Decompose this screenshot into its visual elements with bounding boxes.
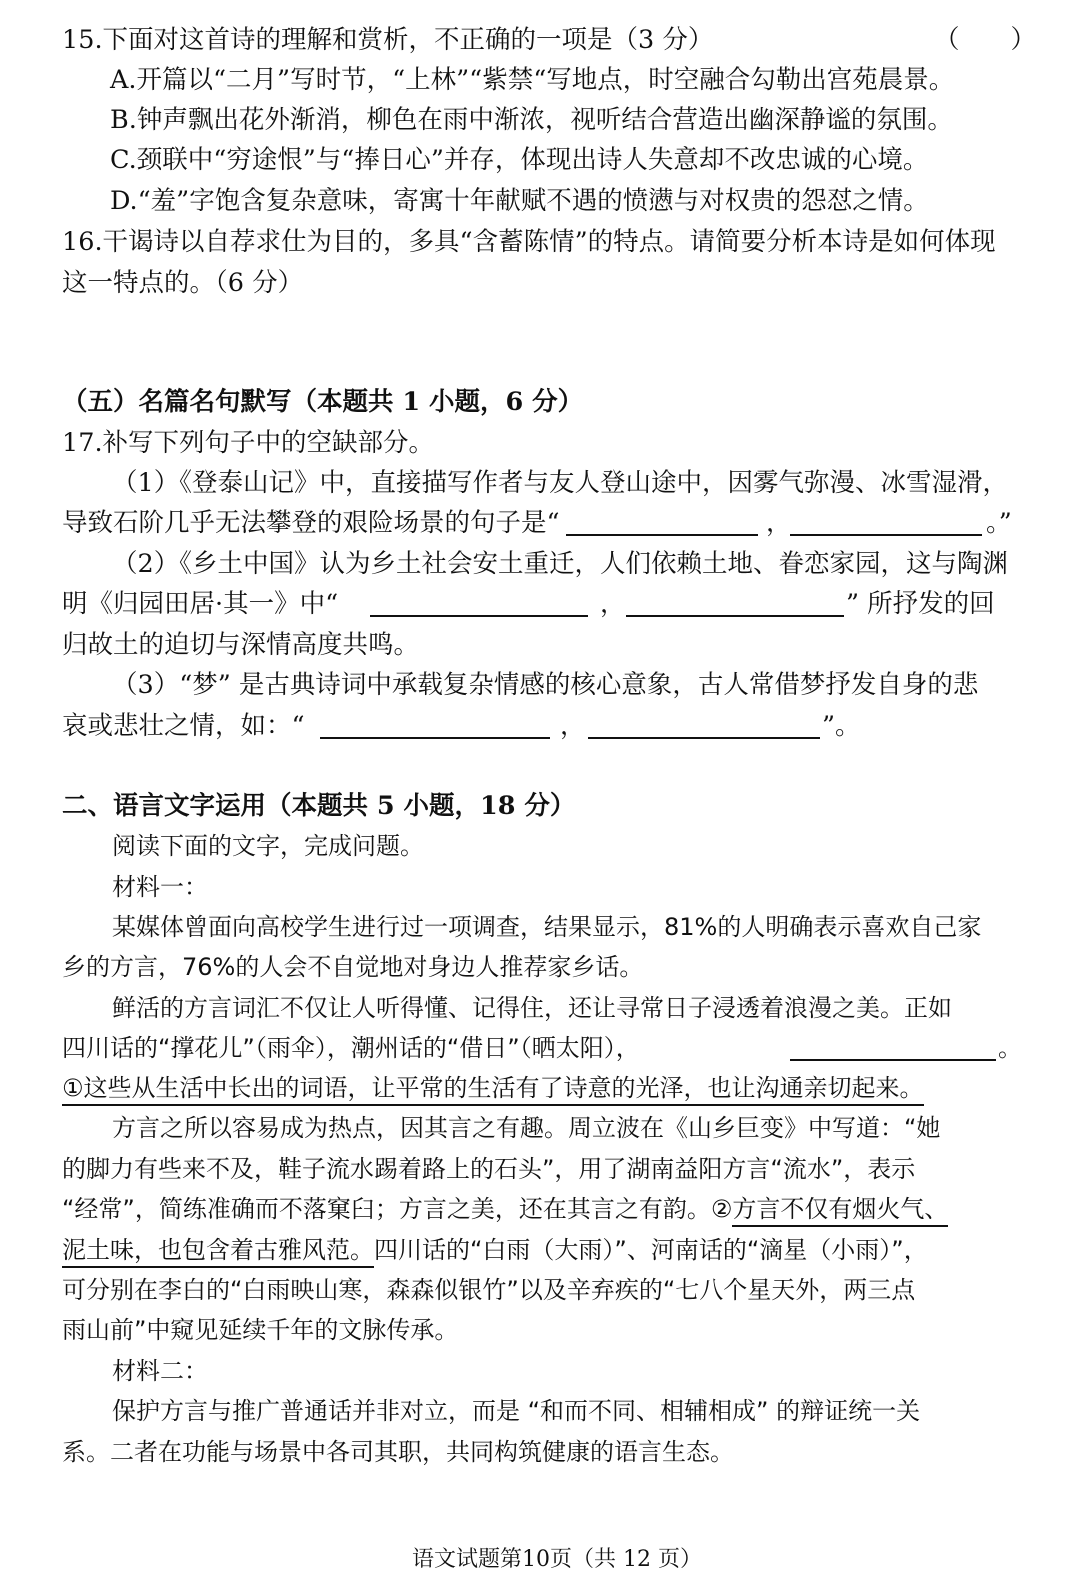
q17-p1-comma: ， bbox=[766, 508, 792, 538]
section5-title: （五）名篇名句默写（本题共 1 小题，6 分） bbox=[62, 387, 584, 417]
m1-p2-line2: 四川话的“撑花儿”（雨伞），潮州话的“借日”（晒太阳）， bbox=[62, 1034, 640, 1062]
q17-p1-end: 。” bbox=[986, 508, 1012, 538]
q17-p3-blank2[interactable] bbox=[588, 711, 820, 739]
q17-p1-line1: （1）《登泰山记》中，直接描写作者与友人登山途中，因雾气弥漫、冰雪湿滑， bbox=[112, 468, 1008, 498]
part2-title: 二、语言文字运用（本题共 5 小题，18 分） bbox=[62, 791, 576, 821]
q16-line2: 这一特点的。（6 分） bbox=[62, 268, 304, 298]
m2-line2: 系。二者在功能与场景中各司其职，共同构筑健康的语言生态。 bbox=[62, 1438, 734, 1466]
q15-stem: 15.下面对这首诗的理解和赏析，不正确的一项是（3 分） bbox=[62, 25, 714, 55]
m1-p2-line2-end: 。 bbox=[998, 1034, 1022, 1062]
m2-line1: 保护方言与推广普通话并非对立，而是 “和而不同、相辅相成” 的辩证统一关 bbox=[112, 1397, 921, 1425]
q17-p3-end: ”。 bbox=[822, 711, 861, 741]
q17-p2-line1: （2）《乡土中国》认为乡土社会安土重迁，人们依赖土地、眷恋家园，这与陶渊 bbox=[112, 549, 1008, 579]
m1-p3-line3: “经常”，简练准确而不落窠臼；方言之美，还在其言之有韵。② bbox=[62, 1195, 733, 1223]
m1-fill-blank[interactable] bbox=[790, 1033, 996, 1061]
q17-p3-blank1[interactable] bbox=[320, 711, 550, 739]
m1-p2-line1: 鲜活的方言词汇不仅让人听得懂、记得住，还让寻常日子浸透着浪漫之美。正如 bbox=[112, 994, 952, 1022]
q17-p2-line3: 归故土的迫切与深情高度共鸣。 bbox=[62, 630, 420, 660]
m1-p1-line2: 乡的方言，76%的人会不自觉地对身边人推荐家乡话。 bbox=[62, 953, 644, 981]
q15-option-b: B.钟声飘出花外渐消，柳色在雨中渐浓，视听结合营造出幽深静谧的氛围。 bbox=[110, 105, 953, 135]
q17-p3-line1: （3）“梦” 是古典诗词中承载复杂情感的核心意象，古人常借梦抒发自身的悲 bbox=[112, 670, 979, 700]
q17-p2-blank2[interactable] bbox=[626, 589, 844, 617]
q15-option-d: D.“羞”字饱含复杂意味，寄寓十年献赋不遇的愤懑与对权贵的怨怼之情。 bbox=[110, 186, 929, 216]
m1-p3-line5: 可分别在李白的“白雨映山寒，森森似银竹”以及辛弃疾的“七八个星天外，两三点 bbox=[62, 1276, 916, 1304]
q16-line1: 16.干谒诗以自荐求仕为目的，多具“含蓄陈情”的特点。请简要分析本诗是如何体现 bbox=[62, 227, 996, 257]
q17-p3-line2-text: 哀或悲壮之情，如：“ bbox=[62, 711, 305, 741]
material2-label: 材料二： bbox=[112, 1357, 208, 1385]
q15-option-a: A.开篇以“二月”写时节，“上林”“紫禁“写地点，时空融合勾勒出宫苑晨景。 bbox=[110, 65, 955, 95]
q17-p2-end: ” 所抒发的回 bbox=[846, 589, 995, 619]
q17-p2-comma: ， bbox=[600, 589, 626, 619]
page-footer: 语文试题第10页（共 12 页） bbox=[412, 1547, 702, 1572]
q15-option-c: C.颈联中“穷途恨”与“捧日心”并存，体现出诗人失意却不改忠诚的心境。 bbox=[110, 145, 929, 175]
q17-p2-blank1[interactable] bbox=[370, 589, 588, 617]
q15-answer-paren: （ ） bbox=[934, 25, 1037, 55]
q17-p3-comma: ， bbox=[560, 711, 586, 741]
m1-p3-line1: 方言之所以容易成为热点，因其言之有趣。周立波在《山乡巨变》中写道：“她 bbox=[112, 1114, 941, 1142]
m1-p3-line2: 的脚力有些来不及，鞋子流水踢着路上的石头”，用了湖南益阳方言“流水”，表示 bbox=[62, 1155, 916, 1183]
q17-p2-line2-text: 明《归园田居·其一》中“ bbox=[62, 589, 339, 619]
m1-p3-line6: 雨山前”中窥见延续千年的文脉传承。 bbox=[62, 1316, 459, 1344]
q17-stem: 17.补写下列句子中的空缺部分。 bbox=[62, 428, 435, 458]
q17-p1-blank2[interactable] bbox=[790, 508, 982, 536]
m1-underlined-sentence-2a: 方言不仅有烟火气、 bbox=[732, 1195, 948, 1227]
part2-intro: 阅读下面的文字，完成问题。 bbox=[112, 832, 424, 860]
m1-underlined-sentence-1: ①这些从生活中长出的词语，让平常的生活有了诗意的光泽，也让沟通亲切起来。 bbox=[62, 1074, 924, 1106]
m1-p1-line1: 某媒体曾面向高校学生进行过一项调查，结果显示，81%的人明确表示喜欢自己家 bbox=[112, 913, 982, 941]
m1-underlined-sentence-2b: 泥土味，也包含着古雅风范。 bbox=[62, 1236, 374, 1268]
q17-p1-line2-text: 导致石阶几乎无法攀登的艰险场景的句子是“ bbox=[62, 508, 560, 538]
material1-label: 材料一： bbox=[112, 873, 208, 901]
q17-p1-blank1[interactable] bbox=[566, 508, 758, 536]
m1-p3-line4: 四川话的“白雨（大雨）”、河南话的“滴星（小雨）”， bbox=[374, 1236, 928, 1264]
